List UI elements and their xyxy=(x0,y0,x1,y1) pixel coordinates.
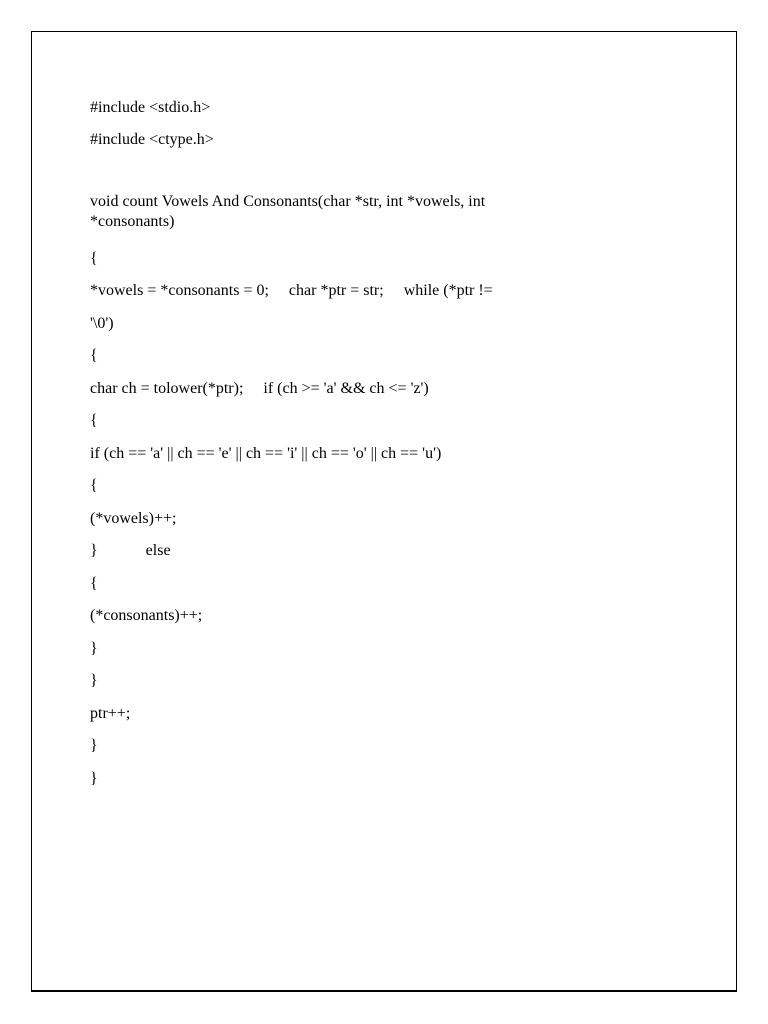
code-line: char ch = tolower(*ptr); if (ch >= 'a' && ch <= 'z') xyxy=(90,380,429,397)
code-line-include-ctype: #include <ctype.h> xyxy=(90,131,214,148)
code-line: (*consonants)++; xyxy=(90,607,203,624)
code-line: '\0') xyxy=(90,315,114,332)
code-line: } xyxy=(90,737,98,754)
code-line-function-signature: void count Vowels And Consonants(char *str, int *vowels, int *consonants) xyxy=(90,193,486,230)
code-line: } xyxy=(90,672,98,689)
code-line-include-stdio: #include <stdio.h> xyxy=(90,99,211,116)
code-line: { xyxy=(90,347,98,364)
code-line: { xyxy=(90,250,98,267)
code-line: ptr++; xyxy=(90,705,131,722)
code-line: if (ch == 'a' || ch == 'e' || ch == 'i' || ch == 'o' || ch == 'u') xyxy=(90,445,442,462)
code-line: { xyxy=(90,575,98,592)
code-line: } else xyxy=(90,542,171,559)
document-page xyxy=(31,31,737,992)
code-line: (*vowels)++; xyxy=(90,510,177,527)
code-line: *vowels = *consonants = 0; char *ptr = str; while (*ptr != xyxy=(90,282,493,299)
code-line: { xyxy=(90,412,98,429)
code-line: } xyxy=(90,640,98,657)
code-line: } xyxy=(90,770,98,787)
code-line: { xyxy=(90,477,98,494)
